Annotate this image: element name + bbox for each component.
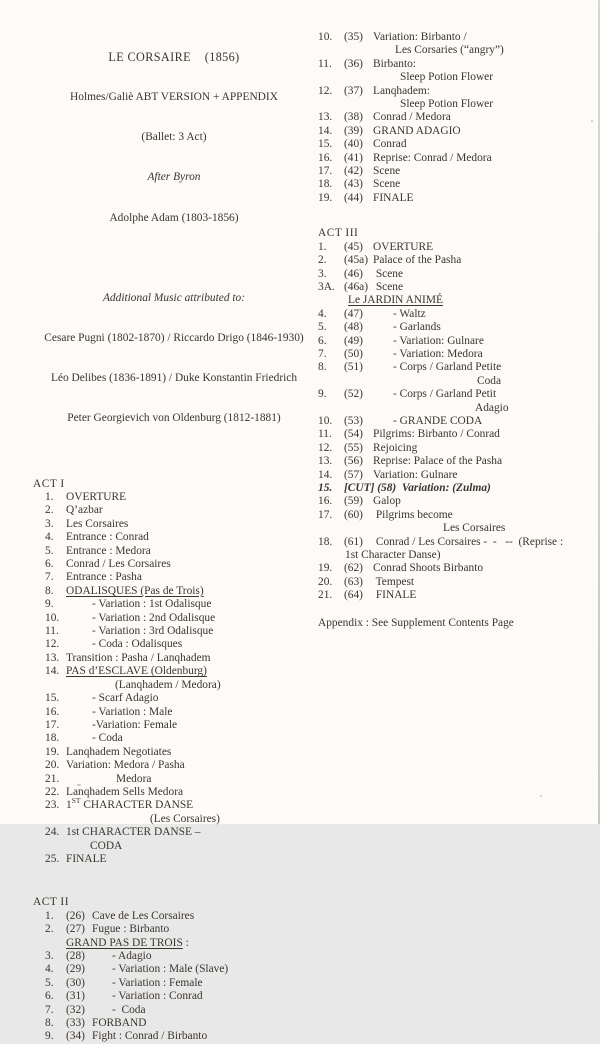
item-title: OVERTURE [66, 491, 127, 503]
item-title: Entrance : Medora [66, 544, 151, 557]
item-title: 1ST CHARACTER DANSE [66, 796, 194, 812]
item-number: 3. [318, 267, 327, 280]
item-cue-number: (63) [344, 575, 363, 588]
item-number: 22. [45, 785, 60, 798]
item-title: Lanqhadem Negotiates [66, 745, 172, 758]
item-title: - Coda [112, 1003, 146, 1016]
item-number: 2. [45, 923, 54, 936]
item-number: 18. [318, 178, 333, 191]
item-number: 5. [45, 976, 54, 989]
item-number: 5. [45, 544, 54, 557]
item-title: - Variation : Male [92, 705, 173, 718]
list-item-continuation [400, 71, 596, 84]
item-number: 11. [318, 57, 332, 70]
item-title: - Variation : 1st Odalisque [92, 598, 212, 611]
item-number: 18. [318, 535, 333, 548]
item-title: - Scarf Adagio [92, 692, 159, 705]
item-number: 1. [45, 909, 54, 922]
item-cue-number: (55) [344, 441, 363, 454]
list-item [33, 706, 315, 719]
item-number: 14. [45, 665, 60, 678]
item-title: Conrad [373, 138, 407, 151]
item-title: -Variation: Female [92, 718, 178, 731]
item-cue-number: (45) [344, 240, 363, 253]
list-item [318, 241, 596, 254]
item-number: 19. [318, 562, 333, 575]
list-item [33, 990, 315, 1003]
item-title: - Corps / Garland Petite [393, 361, 502, 374]
item-continuation-text: CODA [90, 839, 123, 852]
item-title: Reprise: Palace of the Pasha [373, 455, 503, 468]
list-item [318, 576, 596, 589]
item-cue-number: (36) [344, 57, 363, 70]
section-heading [348, 294, 596, 307]
item-number: 13. [318, 111, 333, 124]
item-title: - Adagio [112, 950, 152, 962]
list-item [318, 509, 596, 522]
item-continuation-text: (Lanqhadem / Medora) [115, 678, 221, 691]
list-item [318, 428, 596, 441]
list-item-continuation [78, 840, 315, 853]
right-column [318, 31, 596, 630]
list-item [318, 361, 596, 374]
list-item [318, 165, 596, 178]
item-number: 9. [45, 1030, 54, 1043]
item-number: 23. [45, 799, 60, 812]
item-continuation-text: Coda [477, 374, 502, 387]
item-cue-number: (40) [344, 138, 363, 151]
item-number: 8. [318, 361, 327, 374]
act1-item-list [33, 491, 315, 866]
section-heading [54, 937, 315, 950]
item-number: 13. [318, 455, 333, 468]
item-cue-number: (41) [344, 151, 363, 164]
item-cue-number: (48) [344, 321, 363, 334]
item-cue-number: (44) [344, 191, 363, 204]
item-title: OVERTURE [373, 240, 434, 253]
item-number: 3. [45, 517, 54, 530]
item-number: 16. [318, 495, 333, 508]
item-title: Rejoicing [373, 441, 418, 454]
item-cue-number: (31) [66, 990, 85, 1003]
item-cue-number: (59) [344, 495, 363, 508]
item-cue-number: (37) [344, 84, 363, 97]
item-cue-number: (51) [344, 361, 363, 374]
list-item [33, 759, 315, 772]
list-item [33, 504, 315, 517]
list-item [33, 598, 315, 611]
item-cue-number: (33) [66, 1017, 85, 1030]
item-number: 15. [318, 482, 333, 494]
item-number: 20. [318, 575, 333, 588]
list-item [33, 571, 315, 584]
list-item [318, 335, 596, 348]
item-number: 21. [318, 589, 333, 602]
item-title: Scene [373, 267, 404, 280]
item-continuation-text: Sleep Potion Flower [400, 98, 494, 111]
item-number: 11. [45, 625, 59, 638]
item-cue-number: (38) [344, 111, 363, 124]
item-cue-number: (27) [66, 923, 85, 936]
list-item [318, 455, 596, 468]
item-title: - Variation : 2nd Odalisque [92, 611, 216, 624]
scan-speck [591, 120, 593, 122]
item-title: Variation: Birbanto / [373, 31, 467, 43]
list-item [318, 254, 596, 267]
item-number: 3. [45, 950, 54, 962]
list-item [33, 923, 315, 936]
item-cue-number: (60) [344, 508, 363, 521]
item-number: 16. [318, 151, 333, 164]
scan-speck [540, 795, 542, 797]
list-item [318, 58, 596, 71]
item-title: - Garlands [393, 321, 441, 334]
list-item-continuation [475, 402, 596, 415]
item-title: Les Corsaires [66, 517, 129, 530]
list-item [318, 192, 596, 205]
list-item [318, 152, 596, 165]
item-title: Conrad / Les Corsaires [66, 558, 171, 571]
item-number: 14. [318, 124, 333, 137]
item-title: Pilgrims: Birbanto / Conrad [373, 428, 500, 441]
item-number: 10. [318, 31, 333, 43]
item-title: Lanqhadem: [373, 84, 430, 97]
scan-speck [77, 784, 81, 786]
list-item [33, 732, 315, 745]
list-item [33, 963, 315, 976]
list-item [33, 625, 315, 638]
list-item [318, 308, 596, 321]
item-title: FINALE [373, 589, 417, 602]
item-cue-number: (32) [66, 1003, 85, 1016]
appendix-note: Appendix : See Supplement Contents Page [318, 616, 514, 629]
item-title: - Variation : Male (Slave) [112, 963, 229, 976]
item-continuation-text: Sleep Potion Flower [400, 71, 494, 84]
item-number: 11. [318, 428, 332, 441]
item-cue-number: (53) [344, 414, 363, 427]
item-title: - Variation : Female [112, 976, 203, 989]
item-cue-number: (62) [344, 562, 363, 575]
attribution-line: Léo Delibes (1836-1891) / Duke Konstantin Friedrich [50, 372, 298, 385]
item-number: 25. [45, 852, 60, 865]
list-item [33, 665, 315, 678]
list-item [33, 518, 315, 531]
item-cue-number: (42) [344, 165, 363, 178]
section-heading-tail: : [182, 936, 189, 949]
item-number: 12. [45, 638, 60, 651]
ballet-line: (Ballet: 3 Act) [141, 131, 207, 144]
item-title: Variation: Medora / Pasha [66, 759, 185, 772]
list-item-continuation [138, 813, 315, 826]
item-number: 7. [318, 347, 327, 360]
item-number: 10. [318, 414, 333, 427]
item-cue-number: (49) [344, 334, 363, 347]
item-cue-number: (47) [344, 307, 363, 320]
list-item [318, 348, 596, 361]
item-title: Tempest [373, 575, 415, 588]
list-item [33, 746, 315, 759]
item-title: Scene [373, 280, 404, 293]
item-cue-number: (54) [344, 428, 363, 441]
item-title: Scene [373, 165, 401, 178]
item-cue-number: (46) [344, 267, 363, 280]
item-continuation-text: (Les Corsaires) [150, 812, 220, 825]
list-item [318, 495, 596, 508]
item-title: - Variation : 3rd Odalisque [92, 625, 214, 638]
section-heading-text: GRAND PAS DE TROIS [66, 936, 183, 949]
list-item-continuation [443, 522, 596, 535]
act1-heading: ACT I [33, 477, 65, 490]
list-item-continuation [395, 44, 596, 57]
item-number: 12. [318, 84, 333, 97]
list-item [33, 545, 315, 558]
list-item [33, 638, 315, 651]
attribution-line: Peter Georgievich von Oldenburg (1812-1881) [67, 412, 281, 425]
item-number: 7. [45, 1003, 54, 1016]
item-title: Q’azbar [66, 504, 103, 517]
item-number: 2. [318, 254, 327, 267]
item-title: - GRANDE CODA [393, 414, 483, 427]
item-number: 2. [45, 504, 54, 517]
item-cue-number: (57) [344, 468, 363, 481]
item-cue-number: (64) [344, 589, 363, 602]
item-cue-number: (34) [66, 1030, 85, 1043]
item-title: - Coda : Odalisques [92, 638, 183, 651]
item-number: 19. [318, 191, 333, 204]
item-title: GRAND ADAGIO [373, 124, 461, 137]
item-number: 4. [45, 963, 54, 976]
list-item [33, 1017, 315, 1030]
item-number: 13. [45, 651, 60, 664]
item-cue-number: (35) [344, 31, 363, 43]
item-title: - Variation : Conrad [112, 990, 203, 1003]
item-number: 6. [45, 558, 54, 571]
item-title: Galop [373, 495, 401, 508]
item-number: 18. [45, 732, 60, 745]
list-item [33, 585, 315, 598]
item-number: 24. [45, 826, 60, 839]
item-number: 6. [318, 334, 327, 347]
item-number: 17. [318, 508, 333, 521]
list-item [33, 910, 315, 923]
list-item [318, 268, 596, 281]
item-cue-number: (52) [344, 388, 363, 401]
item-title: - Corps / Garland Petit [393, 388, 497, 401]
item-title: Birbanto: [373, 57, 417, 70]
item-number: 6. [45, 990, 54, 1003]
item-title: Transition : Pasha / Lanqhadem [66, 651, 211, 664]
list-item [33, 491, 315, 504]
item-title: Fight : Conrad / Birbanto [92, 1030, 208, 1043]
item-number: 9. [318, 388, 327, 401]
act2-heading: ACT II [33, 896, 70, 909]
list-item [318, 388, 596, 401]
item-title: 1st CHARACTER DANSE – [66, 826, 201, 839]
item-continuation-text: 1st Character Danse) [345, 549, 441, 562]
item-title: Entrance : Pasha [66, 571, 142, 584]
list-item [33, 612, 315, 625]
item-title: Lanqhadem Sells Medora [66, 785, 184, 798]
list-item [33, 796, 315, 812]
item-number: 14. [318, 468, 333, 481]
list-item-continuation [103, 679, 315, 692]
item-title: Pilgrims become [373, 508, 453, 521]
list-item [33, 826, 315, 839]
list-item [33, 773, 315, 786]
item-title: FINALE [373, 191, 414, 204]
list-item [318, 31, 596, 44]
act2-item-list [33, 910, 315, 1044]
item-title: Cave de Les Corsaires [92, 909, 195, 922]
list-item [33, 558, 315, 571]
list-item [318, 111, 596, 124]
list-item [318, 321, 596, 334]
item-title: ODALISQUES (Pas de Trois) [66, 584, 204, 597]
list-item [33, 652, 315, 665]
item-title: Scene [373, 178, 401, 191]
item-title: - Waltz [393, 307, 426, 320]
item-title: - Coda [92, 732, 123, 745]
item-title: Entrance : Conrad [66, 531, 149, 544]
left-column [33, 24, 315, 1044]
item-cue-number: (56) [344, 455, 363, 468]
item-number: 8. [45, 584, 54, 597]
item-title: Palace of the Pasha [373, 254, 462, 267]
item-number: 16. [45, 705, 60, 718]
act3-item-list [318, 241, 596, 603]
act3-heading: ACT III [318, 227, 359, 240]
item-title: - Variation: Gulnare [393, 334, 484, 347]
item-number: 8. [45, 1017, 54, 1030]
act2-continued-item-list [318, 31, 596, 205]
item-title: Fugue : Birbanto [92, 923, 170, 936]
list-item [318, 589, 596, 602]
list-item [318, 125, 596, 138]
list-item [33, 531, 315, 544]
document-header [33, 24, 315, 453]
item-number: 10. [45, 611, 60, 624]
item-title: Conrad Shoots Birbanto [373, 562, 484, 575]
item-title: Conrad / Medora [373, 111, 451, 124]
item-cue-number: (45a) [344, 254, 369, 267]
list-item [318, 415, 596, 428]
list-item [318, 536, 596, 549]
item-number: 4. [318, 307, 327, 320]
item-title: - Variation: Medora [393, 347, 483, 360]
item-continuation-text: Les Corsaries (“angry”) [395, 44, 504, 57]
list-item [318, 469, 596, 482]
item-cue-number: (26) [66, 909, 85, 922]
item-number: 7. [45, 571, 54, 584]
list-item [33, 692, 315, 705]
item-number: 9. [45, 598, 54, 611]
list-item [318, 281, 596, 294]
list-item-continuation [477, 375, 596, 388]
item-cue-number: (30) [66, 976, 85, 989]
list-item [318, 138, 596, 151]
version-line: Holmes/Galiè ABT VERSION + APPENDIX [70, 91, 278, 104]
item-title: FORBAND [92, 1017, 147, 1030]
list-item [318, 85, 596, 98]
item-title: Medora [116, 772, 152, 785]
composer-line: Adolphe Adam (1803-1856) [109, 211, 239, 224]
list-item [33, 719, 315, 732]
list-item [318, 562, 596, 575]
item-cue-number: (43) [344, 178, 363, 191]
item-cue-number: (46a) [344, 280, 369, 293]
attribution-line: Cesare Pugni (1802-1870) / Riccardo Drigo (1846-1930) [44, 331, 304, 344]
item-cue-number: (50) [344, 347, 363, 360]
document-title: LE CORSAIRE (1856) [108, 49, 240, 64]
item-number: 3A. [318, 280, 335, 293]
item-title: Reprise: Conrad / Medora [373, 151, 492, 164]
item-title: FINALE [66, 852, 107, 865]
item-number: 4. [45, 531, 54, 544]
list-item [33, 977, 315, 990]
item-number: 17. [45, 718, 60, 731]
item-cue-number: (28) [66, 950, 85, 962]
item-number: 21. [45, 772, 60, 785]
attribution-label: Additional Music attributed to: [102, 291, 246, 304]
item-number: 19. [45, 745, 60, 758]
item-title: [CUT] (58) Variation: (Zulma) [344, 482, 491, 494]
list-item [33, 950, 315, 963]
item-title: PAS d’ESCLAVE (Oldenburg) [66, 665, 207, 678]
item-number: 1. [318, 240, 327, 253]
item-continuation-text: Les Corsaires [443, 522, 506, 535]
list-item-continuation [345, 549, 596, 562]
list-item [33, 853, 315, 866]
item-title: Variation: Gulnare [373, 468, 458, 481]
item-number: 15. [318, 138, 333, 151]
section-heading-text: Le JARDIN ANIMÉ [348, 294, 443, 307]
list-item [318, 442, 596, 455]
list-item [33, 1030, 315, 1043]
item-number: 12. [318, 441, 333, 454]
item-number: 1. [45, 491, 54, 503]
list-item-continuation [400, 98, 596, 111]
item-number: 5. [318, 321, 327, 334]
list-item [318, 178, 596, 191]
item-number: 15. [45, 692, 60, 705]
item-cue-number: (61) [344, 535, 363, 548]
list-item [33, 1004, 315, 1017]
item-title: Conrad / Les Corsaires - - -- (Reprise : [373, 535, 564, 548]
list-item [318, 482, 596, 495]
item-number: 17. [318, 165, 333, 178]
item-cue-number: (29) [66, 963, 85, 976]
item-cue-number: (39) [344, 124, 363, 137]
item-continuation-text: Adagio [475, 401, 509, 414]
after-byron-line: After Byron [147, 171, 201, 184]
item-number: 20. [45, 759, 60, 772]
